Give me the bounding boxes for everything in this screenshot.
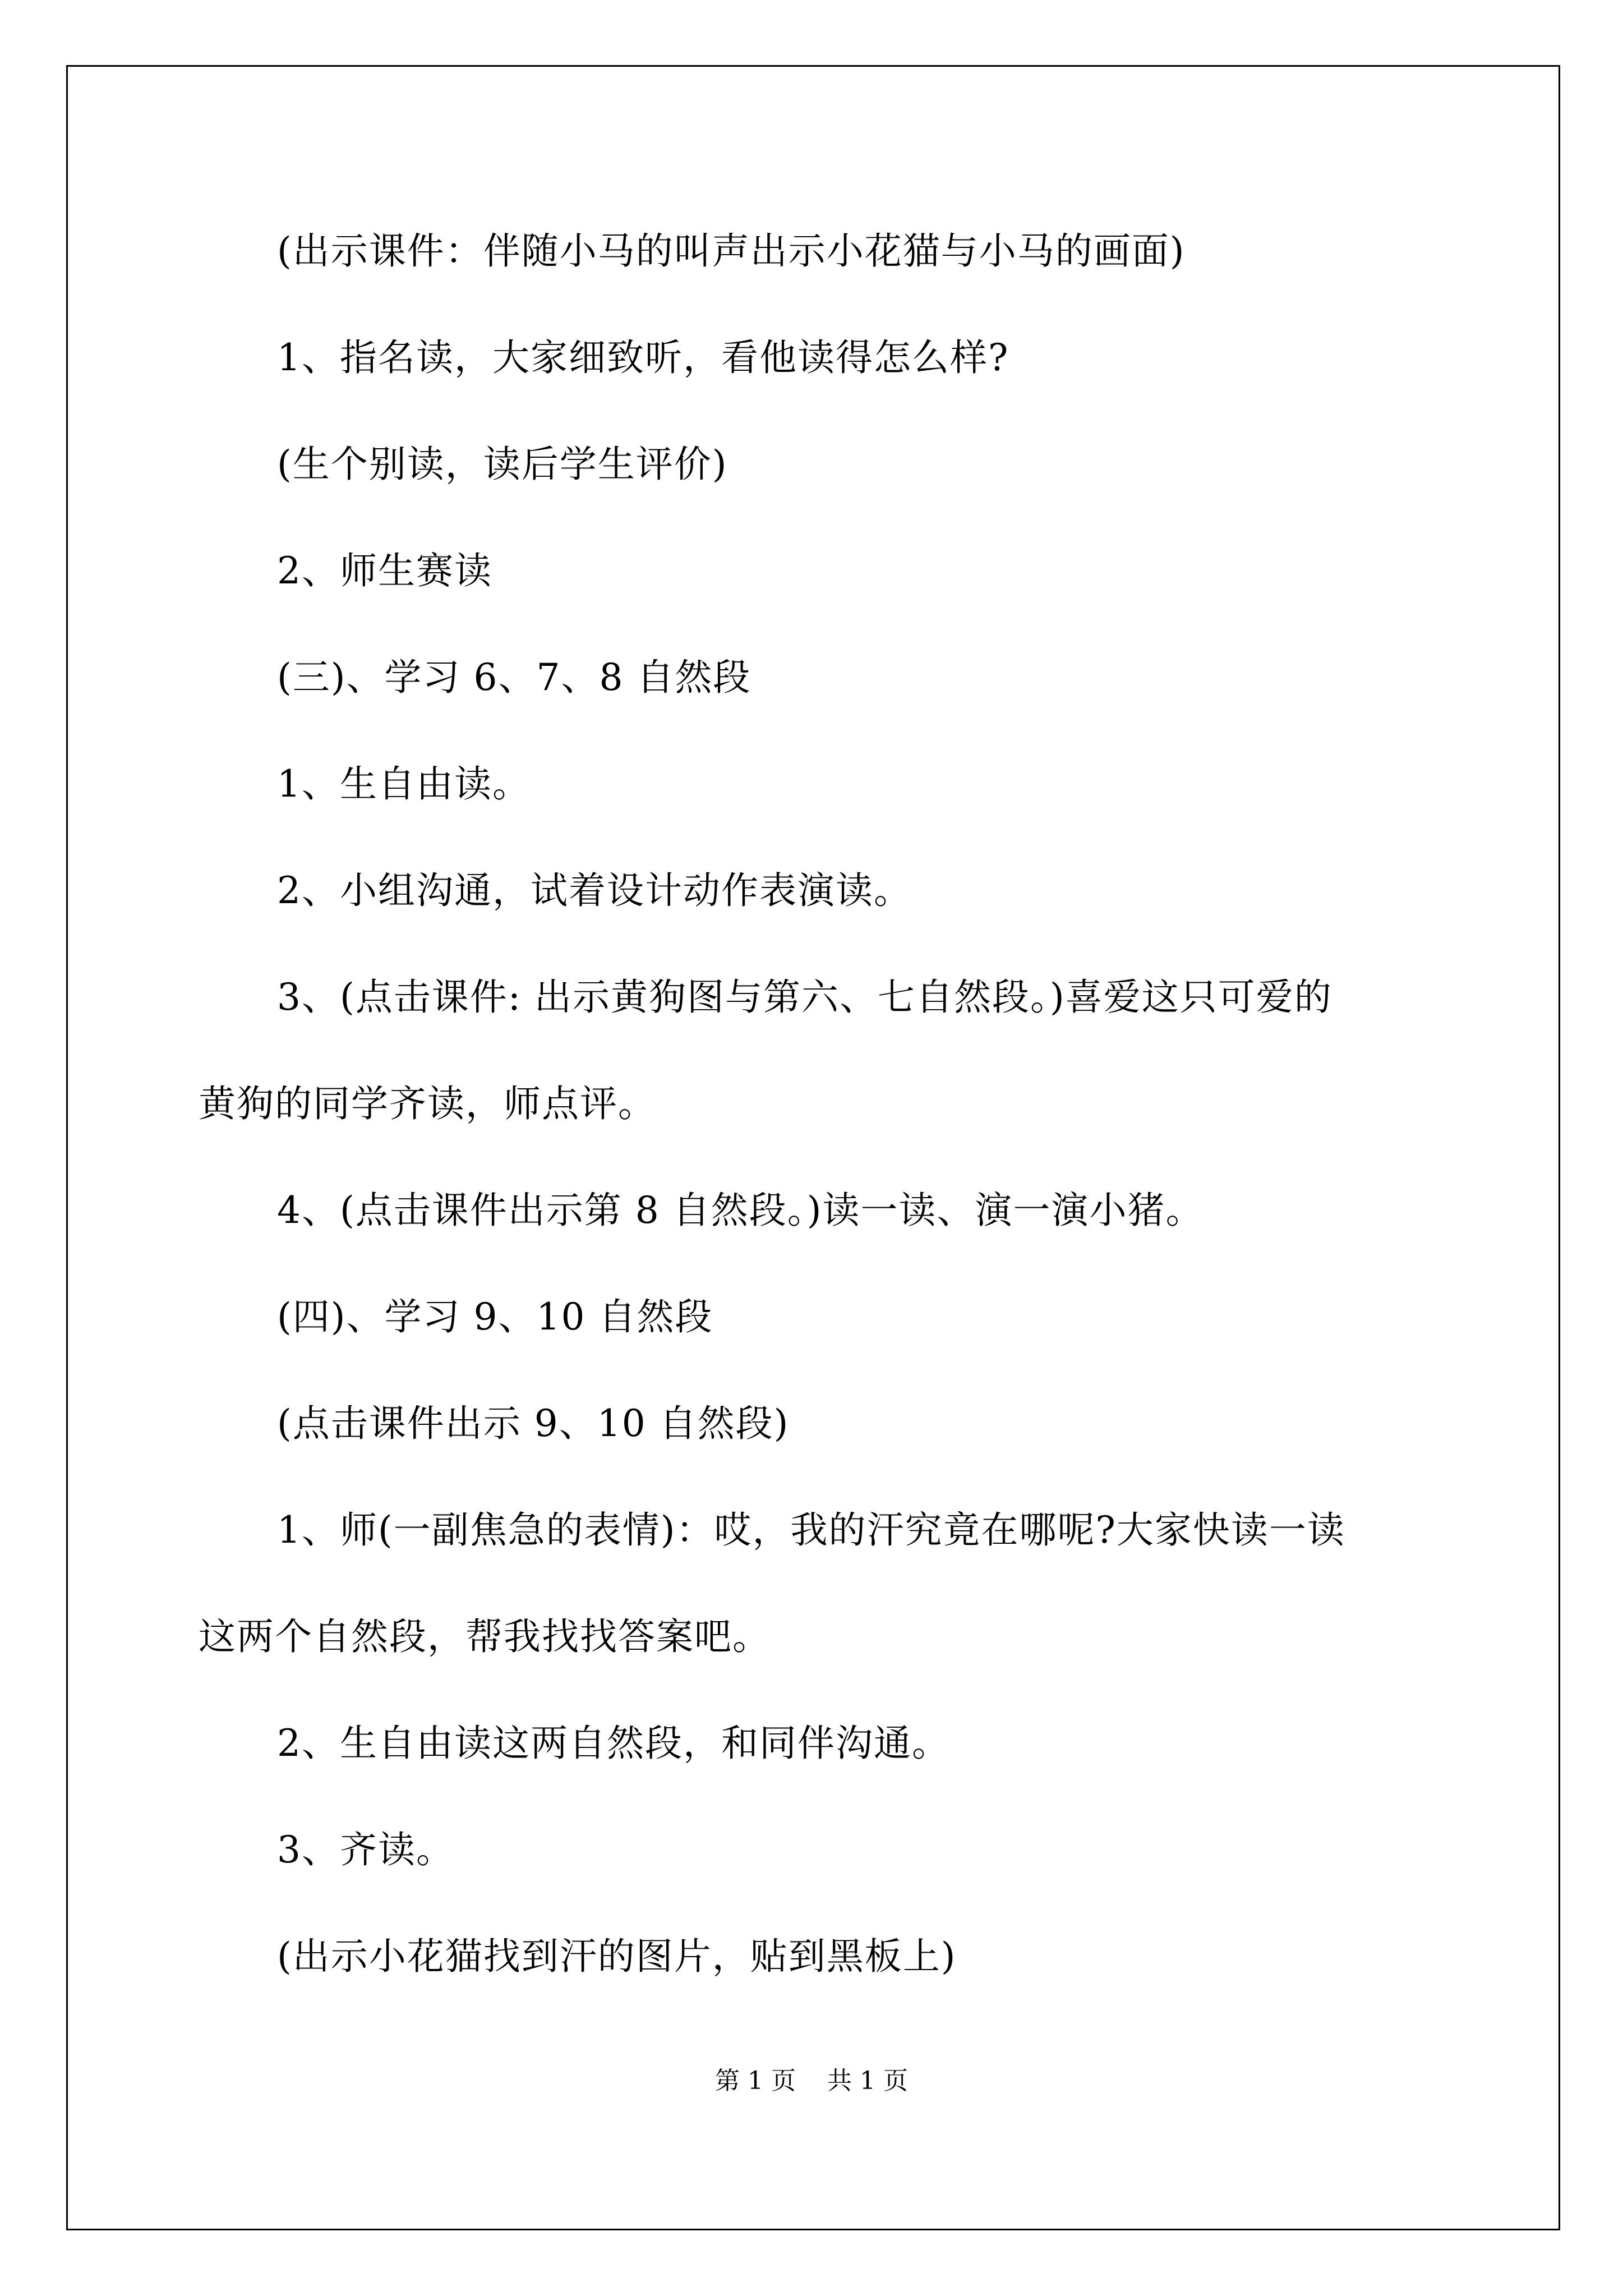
paragraph: 2、师生赛读: [277, 549, 492, 592]
paragraph-continuation: 这两个自然段，帮我找找答案吧。: [199, 1615, 771, 1658]
paragraph: 1、指名读，大家细致听，看他读得怎么样?: [277, 336, 1009, 379]
paragraph: 1、生自由读。: [277, 762, 531, 806]
paragraph: 3、齐读。: [277, 1828, 454, 1871]
paragraph: 2、小组沟通，试着设计动作表演读。: [277, 869, 912, 912]
paragraph: (出示小花猫找到汗的图片，贴到黑板上): [277, 1935, 957, 1978]
page-border: [66, 65, 1560, 2230]
paragraph: (点击课件出示 9、10 自然段): [277, 1402, 790, 1445]
paragraph: 2、生自由读这两自然段，和同伴沟通。: [277, 1722, 950, 1765]
page-footer: [0, 2065, 1623, 2097]
page-number-total: 共 1 页: [827, 2067, 908, 2095]
paragraph: (四)、学习 9、10 自然段: [277, 1295, 713, 1338]
paragraph: (三)、学习 6、7、8 自然段: [277, 656, 751, 699]
page-number-current: 第 1 页: [715, 2067, 796, 2095]
paragraph-continuation: 黄狗的同学齐读，师点评。: [199, 1082, 656, 1125]
paragraph: 3、(点击课件: 出示黄狗图与第六、七自然段。)喜爱这只可爱的: [277, 976, 1332, 1019]
paragraph: 1、师(一副焦急的表情)：哎，我的汗究竟在哪呢?大家快读一读: [277, 1508, 1345, 1552]
paragraph: (出示课件：伴随小马的叫声出示小花猫与小马的画面): [277, 229, 1186, 273]
paragraph: (生个别读，读后学生评价): [277, 443, 728, 486]
paragraph: 4、(点击课件出示第 8 自然段。)读一读、演一演小猪。: [277, 1189, 1204, 1232]
